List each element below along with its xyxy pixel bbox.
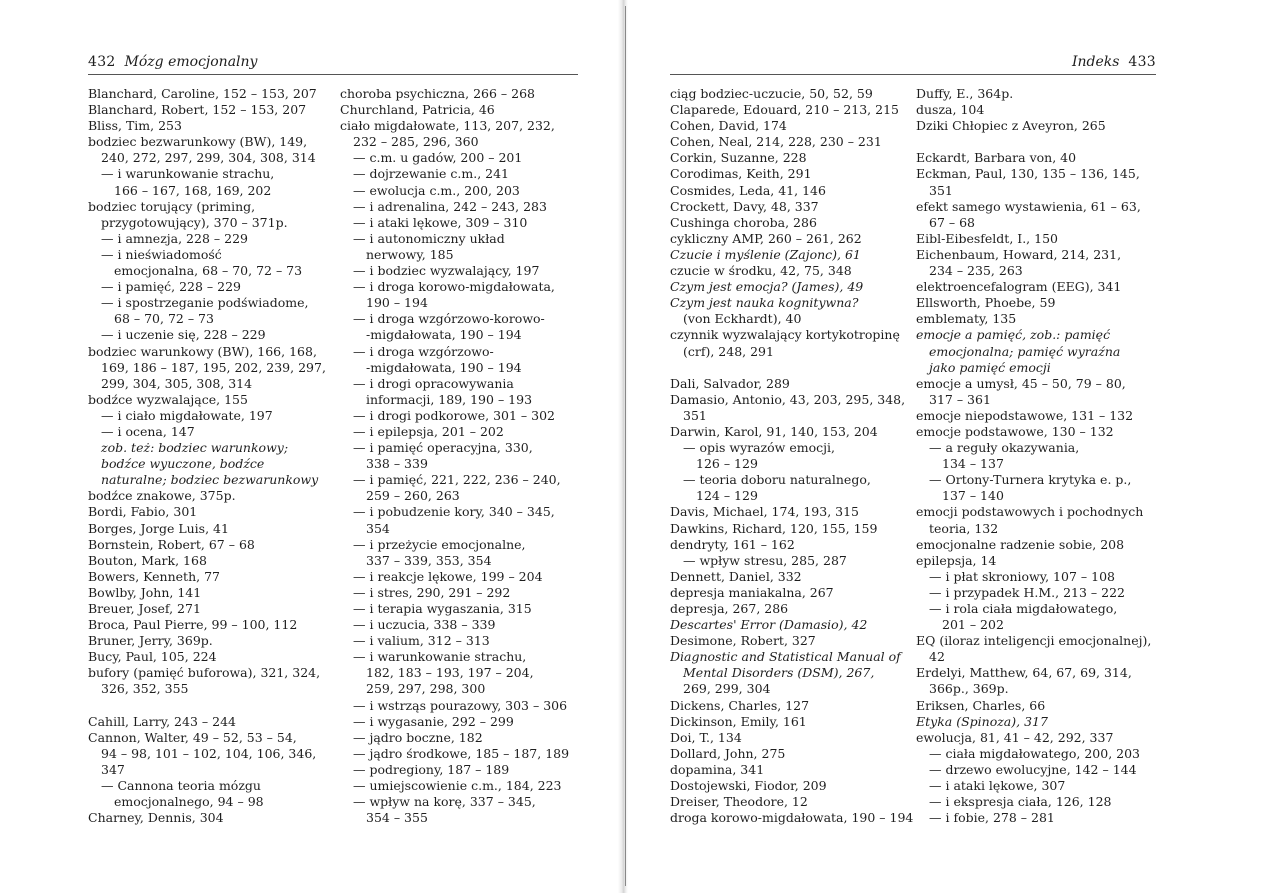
- index-entry: emocje podstawowe, 130 – 132: [916, 423, 1114, 439]
- index-entry: bufory (pamięć buforowa), 321, 324,: [88, 665, 321, 681]
- index-entry: Czucie i myślenie (Zajonc), 61: [670, 246, 861, 262]
- left-column-1: [88, 86, 333, 826]
- index-entry: — ewolucja c.m., 200, 203: [353, 182, 520, 198]
- index-entry: 166 – 167, 168, 169, 202: [114, 182, 272, 198]
- index-entry: — i fobie, 278 – 281: [929, 810, 1055, 826]
- index-entry: Dreiser, Theodore, 12: [670, 794, 808, 810]
- index-entry: 182, 183 – 193, 197 – 204,: [366, 665, 534, 681]
- index-entry: Bruner, Jerry, 369p.: [88, 633, 213, 649]
- index-entry: emocjonalna, 68 – 70, 72 – 73: [114, 263, 303, 279]
- index-entry: — i przypadek H.M., 213 – 222: [929, 584, 1125, 600]
- index-entry: Cahill, Larry, 243 – 244: [88, 713, 236, 729]
- index-entry: — umiejscowienie c.m., 184, 223: [353, 778, 562, 794]
- index-entry: — i autonomiczny układ: [353, 230, 505, 246]
- index-entry: emocje niepodstawowe, 131 – 132: [916, 407, 1134, 423]
- index-entry: Bowers, Kenneth, 77: [88, 568, 220, 584]
- index-entry: — i warunkowanie strachu,: [353, 649, 527, 665]
- index-entry: — i ekspresja ciała, 126, 128: [929, 794, 1112, 810]
- index-entry: EQ (iloraz inteligencji emocjonalnej),: [916, 633, 1152, 649]
- index-entry: Breuer, Josef, 271: [88, 601, 201, 616]
- index-entry: 259, 297, 298, 300: [366, 681, 486, 697]
- index-entry: 190 – 194: [366, 295, 428, 311]
- index-entry: droga korowo-migdałowata, 190 – 194: [670, 810, 914, 826]
- index-entry: — i drogi podkorowe, 301 – 302: [353, 407, 556, 423]
- index-entry: czynnik wyzwalający kortykotropinę: [670, 327, 900, 343]
- index-entry: — i reakcje lękowe, 199 – 204: [353, 568, 543, 584]
- index-entry: emocjonalnego, 94 – 98: [114, 794, 264, 810]
- index-entry: Corkin, Suzanne, 228: [670, 150, 807, 166]
- index-entry: 351: [683, 407, 707, 423]
- index-entry: — i droga korowo-migdałowata,: [353, 279, 555, 295]
- index-entry: — i stres, 290, 291 – 292: [353, 584, 511, 600]
- index-entry: Darwin, Karol, 91, 140, 153, 204: [670, 423, 878, 439]
- index-entry: — teoria doboru naturalnego,: [683, 472, 871, 488]
- index-entry: Cohen, David, 174: [670, 118, 787, 134]
- index-entry: — i rola ciała migdałowatego,: [929, 601, 1118, 616]
- index-entry: 169, 186 – 187, 195, 202, 239, 297,: [101, 359, 326, 375]
- index-entry: Diagnostic and Statistical Manual of: [670, 649, 901, 665]
- index-entry: 134 – 137: [942, 456, 1004, 472]
- index-entry: Duffy, E., 364p.: [916, 86, 1014, 101]
- index-entry: bodziec torujący (priming,: [88, 198, 256, 214]
- index-entry: — i adrenalina, 242 – 243, 283: [353, 198, 547, 214]
- index-entry: Damasio, Antonio, 43, 203, 295, 348,: [670, 391, 906, 407]
- index-entry: cykliczny AMP, 260 – 261, 262: [670, 230, 862, 246]
- index-entry: Bucy, Paul, 105, 224: [88, 649, 217, 665]
- right-header-rule: [670, 74, 1156, 75]
- index-entry: Eckardt, Barbara von, 40: [916, 150, 1077, 166]
- index-gap: [670, 360, 915, 376]
- index-entry: dusza, 104: [916, 102, 985, 118]
- index-entry: Davis, Michael, 174, 193, 315: [670, 504, 860, 520]
- index-gap: [916, 134, 1166, 150]
- index-entry: — i warunkowanie strachu,: [101, 166, 275, 182]
- index-entry: elektroencefalogram (EEG), 341: [916, 279, 1122, 295]
- index-entry: zob. też: bodziec warunkowy;: [101, 440, 289, 456]
- index-entry: 354 – 355: [366, 810, 428, 826]
- index-entry: 124 – 129: [696, 488, 758, 504]
- index-entry: — i drogi opracowywania: [353, 375, 514, 391]
- index-entry: — opis wyrazów emocji,: [683, 440, 835, 456]
- index-entry: — i wygasanie, 292 – 299: [353, 713, 514, 729]
- index-entry: Blanchard, Caroline, 152 – 153, 207: [88, 86, 317, 101]
- index-entry: 94 – 98, 101 – 102, 104, 106, 346,: [101, 745, 317, 761]
- index-entry: Broca, Paul Pierre, 99 – 100, 112: [88, 617, 298, 633]
- index-entry: — i uczucia, 338 – 339: [353, 617, 496, 633]
- index-entry: — i spostrzeganie podświadome,: [101, 295, 309, 311]
- left-page-number: 432: [88, 54, 116, 70]
- index-entry: — Cannona teoria mózgu: [101, 778, 261, 794]
- index-entry: 234 – 235, 263: [929, 263, 1023, 279]
- index-entry: efekt samego wystawienia, 61 – 63,: [916, 198, 1141, 214]
- index-entry: teoria, 132: [929, 520, 999, 536]
- index-entry: — i epilepsja, 201 – 202: [353, 423, 504, 439]
- index-entry: — i pamięć operacyjna, 330,: [353, 440, 533, 456]
- index-entry: 326, 352, 355: [101, 681, 189, 697]
- index-entry: — i nieświadomość: [101, 246, 222, 262]
- index-entry: emblematy, 135: [916, 311, 1017, 327]
- index-entry: bodziec warunkowy (BW), 166, 168,: [88, 343, 317, 359]
- index-entry: (crf), 248, 291: [683, 343, 774, 359]
- index-entry: Bowlby, John, 141: [88, 584, 202, 600]
- index-entry: Eriksen, Charles, 66: [916, 697, 1046, 713]
- index-entry: — i droga wzgórzowo-korowo-: [353, 311, 545, 327]
- index-entry: naturalne; bodziec bezwarunkowy: [101, 472, 319, 488]
- index-entry: — i droga wzgórzowo-: [353, 343, 494, 359]
- index-entry: 347: [101, 761, 125, 777]
- index-entry: bodziec bezwarunkowy (BW), 149,: [88, 134, 308, 150]
- index-entry: Cosmides, Leda, 41, 146: [670, 182, 826, 198]
- index-entry: 42: [929, 649, 945, 665]
- right-page: [640, 0, 1266, 893]
- index-entry: 240, 272, 297, 299, 304, 308, 314: [101, 150, 316, 166]
- index-entry: Mental Disorders (DSM), 267,: [683, 665, 875, 681]
- index-entry: — i amnezja, 228 – 229: [101, 230, 248, 246]
- index-entry: Eibl-Eibesfeldt, I., 150: [916, 230, 1058, 246]
- index-entry: — i ataki lękowe, 309 – 310: [353, 214, 528, 230]
- index-entry: ciąg bodziec-uczucie, 50, 52, 59: [670, 86, 873, 101]
- index-entry: Czym jest nauka kognitywna?: [670, 295, 859, 311]
- index-entry: — wpływ na korę, 337 – 345,: [353, 794, 536, 810]
- index-entry: czucie w środku, 42, 75, 348: [670, 263, 852, 279]
- index-entry: Corodimas, Keith, 291: [670, 166, 812, 182]
- index-entry: Dickens, Charles, 127: [670, 697, 810, 713]
- index-entry: emocjonalna; pamięć wyraźna: [929, 343, 1121, 359]
- index-entry: Ellsworth, Phoebe, 59: [916, 295, 1056, 311]
- index-entry: — a reguły okazywania,: [929, 440, 1080, 456]
- gutter-line: [625, 6, 626, 886]
- index-entry: — i bodziec wyzwalający, 197: [353, 263, 540, 279]
- index-entry: — i valium, 312 – 313: [353, 633, 490, 649]
- index-entry: — podregiony, 187 – 189: [353, 761, 510, 777]
- index-entry: 126 – 129: [696, 456, 758, 472]
- index-entry: Churchland, Patricia, 46: [340, 102, 495, 118]
- index-entry: 68 – 70, 72 – 73: [114, 311, 214, 327]
- index-entry: -migdałowata, 190 – 194: [366, 359, 522, 375]
- index-entry: — i płat skroniowy, 107 – 108: [929, 568, 1115, 584]
- index-entry: Bornstein, Robert, 67 – 68: [88, 536, 255, 552]
- index-entry: — jądro środkowe, 185 – 187, 189: [353, 745, 570, 761]
- index-entry: Blanchard, Robert, 152 – 153, 207: [88, 102, 307, 118]
- index-entry: — i ciało migdałowate, 197: [101, 407, 273, 423]
- index-entry: ewolucja, 81, 41 – 42, 292, 337: [916, 729, 1114, 745]
- index-entry: — c.m. u gadów, 200 – 201: [353, 150, 523, 166]
- index-entry: Dali, Salvador, 289: [670, 375, 790, 391]
- index-entry: — i terapia wygaszania, 315: [353, 601, 532, 616]
- index-entry: Bordi, Fabio, 301: [88, 504, 198, 520]
- index-entry: Bouton, Mark, 168: [88, 552, 207, 568]
- index-entry: Dollard, John, 275: [670, 745, 786, 761]
- index-entry: 232 – 285, 296, 360: [353, 134, 479, 150]
- index-entry: 338 – 339: [366, 456, 428, 472]
- index-entry: — i pobudzenie kory, 340 – 345,: [353, 504, 555, 520]
- right-running-head: [1072, 54, 1156, 70]
- index-entry: przygotowujący), 370 – 371p.: [101, 214, 288, 230]
- index-entry: choroba psychiczna, 266 – 268: [340, 86, 535, 101]
- index-entry: Borges, Jorge Luis, 41: [88, 520, 229, 536]
- left-running-title: Mózg emocjonalny: [124, 54, 258, 70]
- left-running-head: [88, 54, 257, 70]
- index-entry: Czym jest emocja? (James), 49: [670, 279, 864, 295]
- index-entry: Bliss, Tim, 253: [88, 118, 182, 134]
- right-column-2: [916, 86, 1166, 826]
- index-entry: Descartes' Error (Damasio), 42: [670, 617, 868, 633]
- index-entry: Cannon, Walter, 49 – 52, 53 – 54,: [88, 729, 297, 745]
- index-entry: bodźce znakowe, 375p.: [88, 488, 236, 504]
- index-entry: Doi, T., 134: [670, 729, 742, 745]
- left-column-2: [340, 86, 585, 826]
- index-entry: bodźce wyuczone, bodźce: [101, 456, 265, 472]
- index-entry: -migdałowata, 190 – 194: [366, 327, 522, 343]
- index-entry: 201 – 202: [942, 617, 1004, 633]
- index-entry: (von Eckhardt), 40: [683, 311, 802, 327]
- index-entry: — Ortony-Turnera krytyka e. p.,: [929, 472, 1132, 488]
- index-entry: informacji, 189, 190 – 193: [366, 391, 533, 407]
- index-entry: Dawkins, Richard, 120, 155, 159: [670, 520, 878, 536]
- index-entry: dopamina, 341: [670, 761, 765, 777]
- index-entry: Dickinson, Emily, 161: [670, 713, 807, 729]
- index-entry: jako pamięć emocji: [929, 359, 1051, 375]
- index-entry: Etyka (Spinoza), 317: [916, 713, 1048, 729]
- index-entry: — dojrzewanie c.m., 241: [353, 166, 510, 182]
- index-entry: depresja, 267, 286: [670, 601, 789, 616]
- index-entry: Crockett, Davy, 48, 337: [670, 198, 819, 214]
- index-entry: — i przeżycie emocjonalne,: [353, 536, 526, 552]
- index-entry: Cohen, Neal, 214, 228, 230 – 231: [670, 134, 882, 150]
- index-entry: 351: [929, 182, 953, 198]
- index-entry: emocji podstawowych i pochodnych: [916, 504, 1144, 520]
- index-entry: Eichenbaum, Howard, 214, 231,: [916, 246, 1122, 262]
- index-entry: emocjonalne radzenie sobie, 208: [916, 536, 1125, 552]
- index-entry: Claparede, Edouard, 210 – 213, 215: [670, 102, 899, 118]
- index-entry: Dziki Chłopiec z Aveyron, 265: [916, 118, 1106, 134]
- index-entry: 259 – 260, 263: [366, 488, 460, 504]
- index-entry: — i ocena, 147: [101, 423, 195, 439]
- index-entry: depresja maniakalna, 267: [670, 584, 834, 600]
- index-entry: bodźce wyzwalające, 155: [88, 391, 248, 407]
- index-entry: Desimone, Robert, 327: [670, 633, 816, 649]
- index-gap: [88, 698, 333, 714]
- index-entry: 317 – 361: [929, 391, 991, 407]
- right-page-number: 433: [1128, 54, 1156, 70]
- index-entry: Erdelyi, Matthew, 64, 67, 69, 314,: [916, 665, 1132, 681]
- index-entry: emocje a umysł, 45 – 50, 79 – 80,: [916, 375, 1126, 391]
- right-running-title: Indeks: [1072, 54, 1120, 70]
- index-entry: Dennett, Daniel, 332: [670, 568, 802, 584]
- index-entry: 67 – 68: [929, 214, 976, 230]
- index-entry: epilepsja, 14: [916, 552, 997, 568]
- index-entry: — i ataki lękowe, 307: [929, 778, 1066, 794]
- index-entry: 337 – 339, 353, 354: [366, 552, 492, 568]
- index-entry: ciało migdałowate, 113, 207, 232,: [340, 118, 555, 134]
- right-column-1: [670, 86, 915, 826]
- index-entry: Eckman, Paul, 130, 135 – 136, 145,: [916, 166, 1140, 182]
- index-entry: dendryty, 161 – 162: [670, 536, 795, 552]
- index-entry: — wpływ stresu, 285, 287: [683, 552, 847, 568]
- index-entry: Dostojewski, Fiodor, 209: [670, 778, 827, 794]
- index-entry: Charney, Dennis, 304: [88, 810, 224, 826]
- index-entry: Cushinga choroba, 286: [670, 214, 817, 230]
- index-entry: 137 – 140: [942, 488, 1004, 504]
- index-entry: — ciała migdałowatego, 200, 203: [929, 745, 1140, 761]
- index-entry: 366p., 369p.: [929, 681, 1009, 697]
- index-entry: — drzewo ewolucyjne, 142 – 144: [929, 761, 1137, 777]
- index-entry: — i wstrząs pourazowy, 303 – 306: [353, 697, 568, 713]
- index-entry: 269, 299, 304: [683, 681, 771, 697]
- index-entry: — jądro boczne, 182: [353, 729, 483, 745]
- index-entry: emocje a pamięć, zob.: pamięć: [916, 327, 1111, 343]
- index-entry: nerwowy, 185: [366, 246, 454, 262]
- index-entry: 354: [366, 520, 390, 536]
- left-header-rule: [88, 74, 578, 75]
- index-entry: — i uczenie się, 228 – 229: [101, 327, 266, 343]
- left-page: [0, 0, 620, 893]
- index-entry: — i pamięć, 228 – 229: [101, 279, 242, 295]
- index-entry: — i pamięć, 221, 222, 236 – 240,: [353, 472, 561, 488]
- index-entry: 299, 304, 305, 308, 314: [101, 375, 253, 391]
